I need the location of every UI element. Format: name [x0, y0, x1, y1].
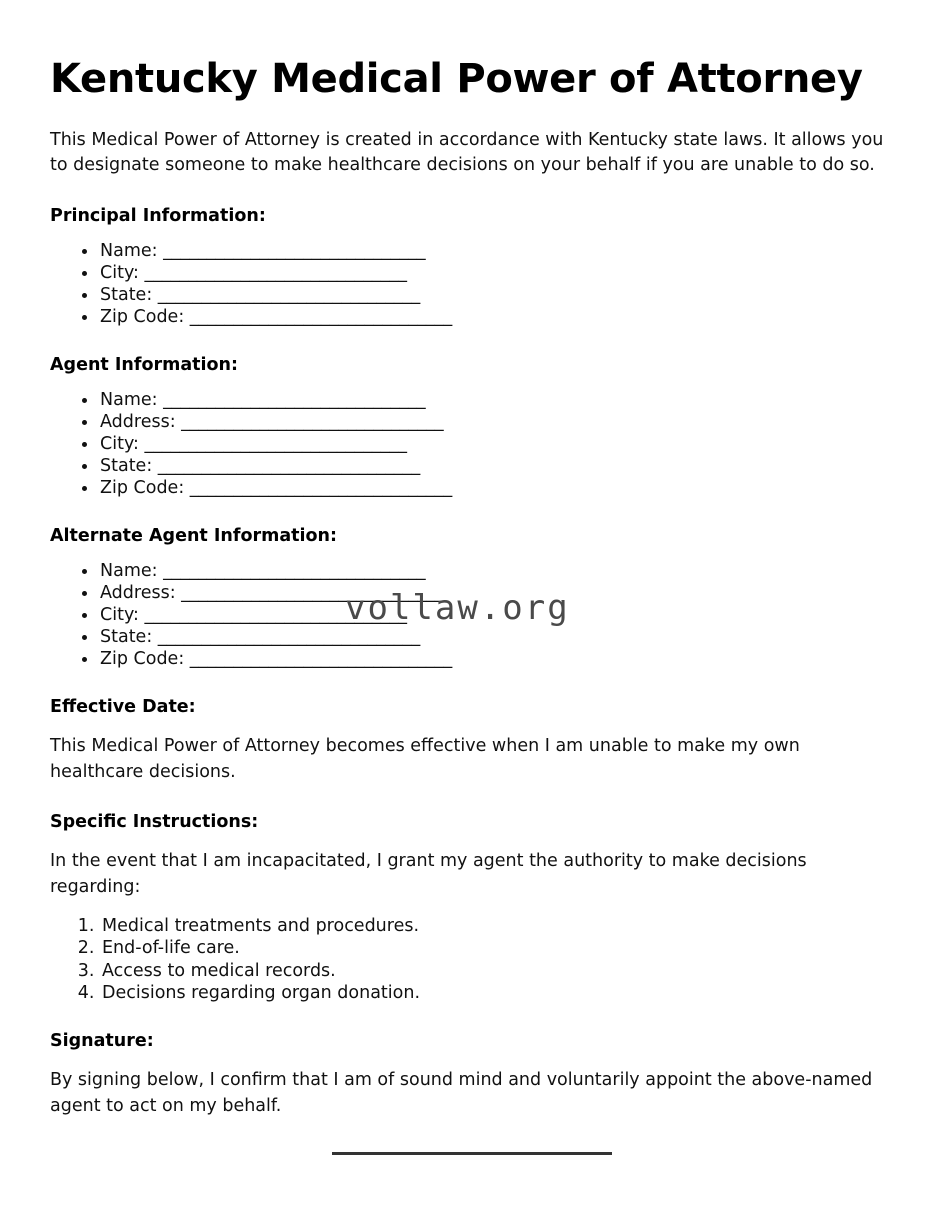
signature-line	[332, 1152, 612, 1155]
blank-line: ______________________________	[163, 561, 426, 582]
agent-information-fields	[50, 375, 893, 499]
list-item	[98, 389, 893, 411]
signature-body: By signing below, I confirm that I am of sound mind and voluntarily appoint the above-named agent to act on my behalf.	[50, 1070, 873, 1116]
agent-information-heading: Agent Information:	[50, 354, 238, 375]
field-label: State:	[100, 456, 153, 477]
specific-instructions-list	[50, 900, 893, 1005]
list-item	[98, 582, 893, 604]
list-item	[98, 433, 893, 455]
signature-heading: Signature:	[50, 1031, 154, 1052]
field-label: Name:	[100, 561, 158, 582]
field-label: City:	[100, 262, 139, 283]
blank-line: ______________________________	[189, 478, 453, 499]
alternate-agent-information-fields	[50, 546, 893, 670]
effective-date-heading: Effective Date:	[50, 697, 196, 718]
principal-information-fields	[50, 226, 893, 328]
list-item	[98, 560, 893, 582]
field-label: Name:	[100, 240, 158, 261]
field-label: Zip Code:	[100, 478, 185, 499]
list-item	[98, 477, 893, 499]
field-label: State:	[100, 627, 153, 648]
list-item: 2. End-of-life care.	[100, 937, 893, 959]
field-label: State:	[100, 284, 153, 305]
intro-paragraph: This Medical Power of Attorney is created in accordance with Kentucky state laws. It allows you to designate someone to make healthcare decisions on your behalf if you are unable to do so.	[50, 130, 884, 176]
field-label: Zip Code:	[100, 306, 185, 327]
list-item	[98, 648, 893, 670]
list-item: 1. Medical treatments and procedures.	[100, 915, 893, 937]
field-label: Address:	[100, 583, 176, 604]
blank-line: ______________________________	[189, 649, 453, 670]
page-title: Kentucky Medical Power of Attorney	[50, 56, 863, 102]
blank-line: ______________________________	[144, 262, 408, 283]
blank-line: ______________________________	[189, 306, 453, 327]
effective-date-body: This Medical Power of Attorney becomes effective when I am unable to make my own healthcare decisions.	[50, 736, 800, 782]
blank-line: ______________________________	[163, 240, 426, 261]
blank-line: ______________________________	[144, 434, 408, 455]
list-item	[98, 262, 893, 284]
specific-instructions-body: In the event that I am incapacitated, I grant my agent the authority to make decisions regarding:	[50, 851, 807, 897]
list-item	[98, 604, 893, 626]
blank-line: ______________________________	[157, 284, 421, 305]
list-item	[98, 284, 893, 306]
blank-line: ______________________________	[157, 627, 421, 648]
principal-information-heading: Principal Information:	[50, 205, 266, 226]
list-item	[98, 240, 893, 262]
field-label: City:	[100, 605, 139, 626]
blank-line: ______________________________	[181, 583, 444, 604]
field-label: Zip Code:	[100, 649, 185, 670]
blank-line: ______________________________	[157, 456, 421, 477]
field-label: City:	[100, 434, 139, 455]
list-item: 4. Decisions regarding organ donation.	[100, 982, 893, 1004]
alternate-agent-information-heading: Alternate Agent Information:	[50, 526, 337, 547]
blank-line: ______________________________	[144, 605, 408, 626]
field-label: Address:	[100, 411, 176, 432]
list-item	[98, 306, 893, 328]
list-item	[98, 626, 893, 648]
list-item	[98, 455, 893, 477]
list-item: 3. Access to medical records.	[100, 960, 893, 982]
field-label: Name:	[100, 389, 158, 410]
list-item	[98, 411, 893, 433]
blank-line: ______________________________	[181, 411, 444, 432]
blank-line: ______________________________	[163, 389, 426, 410]
specific-instructions-heading: Specific Instructions:	[50, 812, 259, 833]
watermark: vollaw.org	[345, 588, 570, 628]
